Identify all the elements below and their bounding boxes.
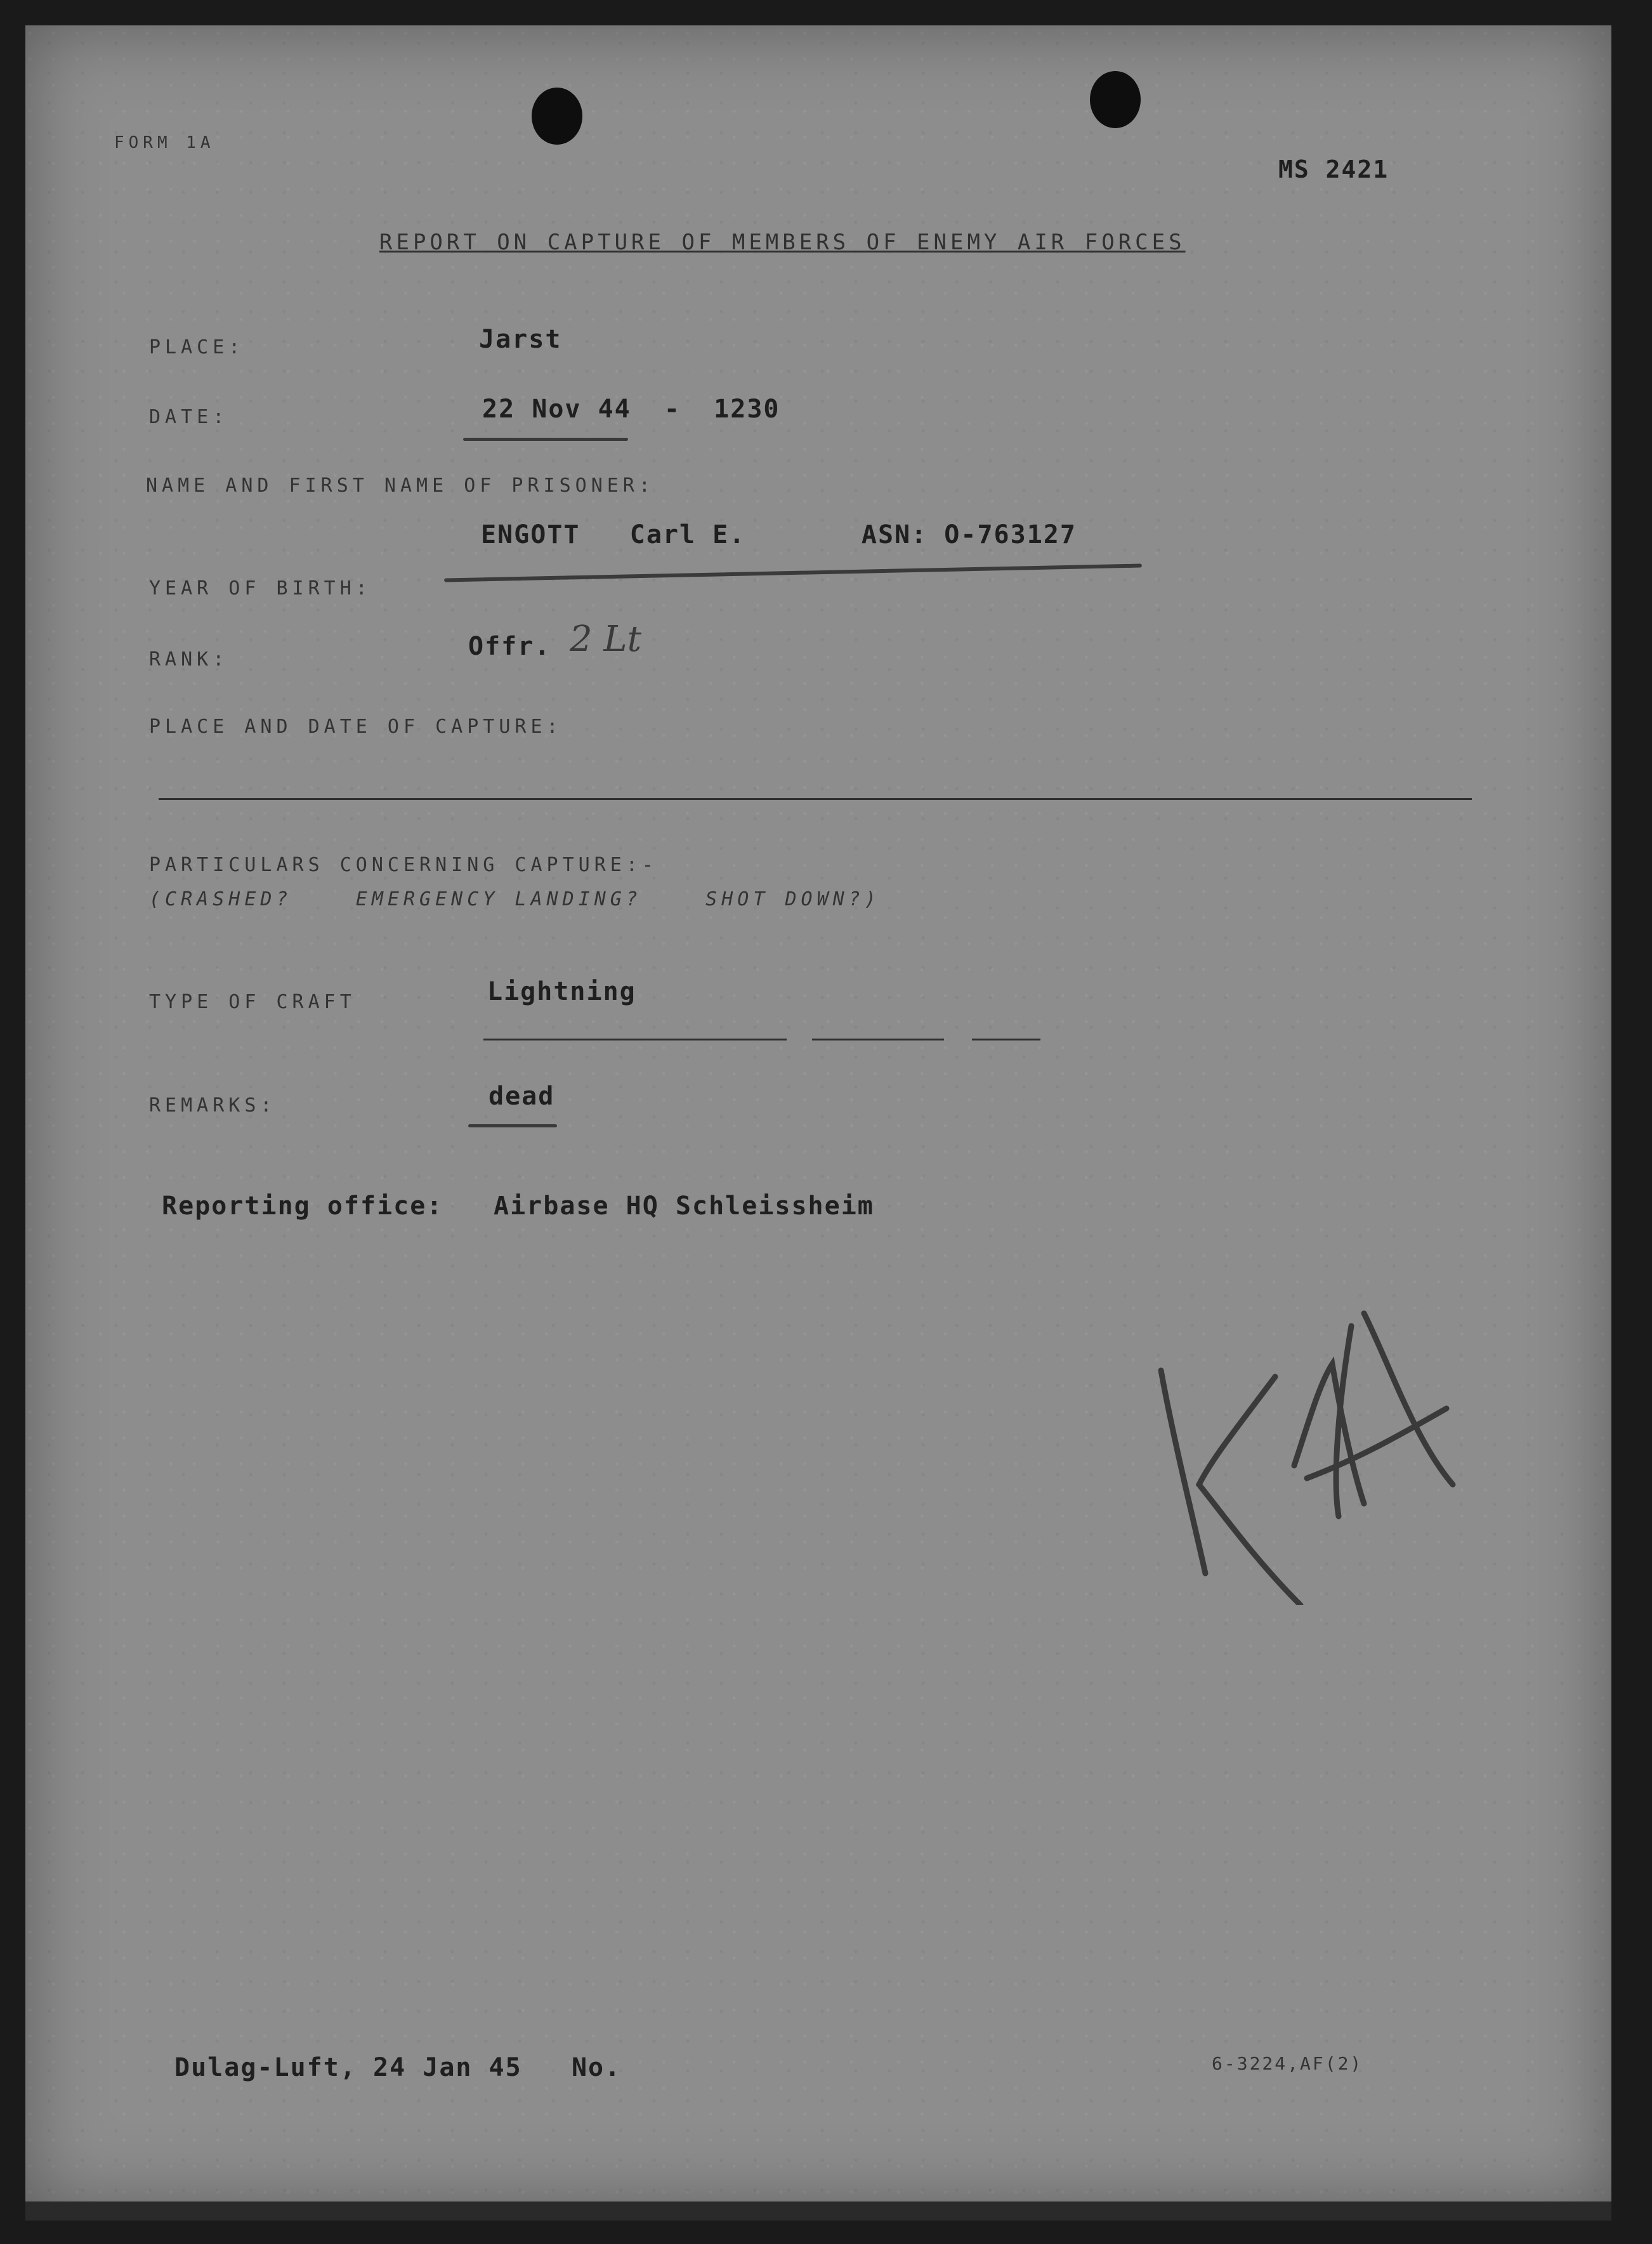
punch-hole-left <box>532 88 582 145</box>
page-title: REPORT ON CAPTURE OF MEMBERS OF ENEMY AIR FORCES <box>379 230 1186 255</box>
remarks-label: REMARKS: <box>149 1094 277 1117</box>
craft-type-value: Lightning <box>487 977 636 1006</box>
place-value: Jarst <box>479 325 562 354</box>
reporting-office-value: Airbase HQ Schleissheim <box>494 1191 874 1221</box>
particulars-label: PARTICULARS CONCERNING CAPTURE:- <box>149 854 658 876</box>
reporting-office-label: Reporting office: <box>162 1191 443 1221</box>
form-number: FORM 1A <box>114 133 215 152</box>
paper-sheet <box>25 25 1611 2208</box>
dulag-luft-footer: Dulag-Luft, 24 Jan 45 No. <box>174 2053 622 2082</box>
prisoner-name-value: ENGOTT Carl E. ASN: O-763127 <box>481 520 1077 549</box>
particulars-options: (CRASHED? EMERGENCY LANDING? SHOT DOWN?) <box>149 888 881 910</box>
date-value: 22 Nov 44 - 1230 <box>482 395 780 424</box>
remarks-underline <box>468 1124 557 1127</box>
prisoner-name-label: NAME AND FIRST NAME OF PRISONER: <box>146 475 655 497</box>
date-label: DATE: <box>149 406 229 428</box>
rank-handwritten-note: 2 Lt <box>570 619 642 660</box>
capture-divider-line <box>159 798 1472 800</box>
punch-hole-right <box>1090 71 1141 128</box>
craft-blank-line-1 <box>483 1039 787 1040</box>
remarks-value: dead <box>488 1082 555 1111</box>
craft-type-label: TYPE OF CRAFT <box>149 991 356 1013</box>
craft-blank-line-2 <box>812 1039 944 1040</box>
rank-label: RANK: <box>149 648 229 671</box>
paper-edge <box>25 2201 1611 2221</box>
capture-place-date-label: PLACE AND DATE OF CAPTURE: <box>149 716 563 738</box>
reference-code: 6-3224,AF(2) <box>1212 2053 1363 2074</box>
record-number: MS 2421 <box>1278 155 1389 183</box>
kia-handwritten-mark <box>1148 1275 1478 1605</box>
rank-value: Offr. <box>468 632 551 661</box>
birth-year-label: YEAR OF BIRTH: <box>149 577 372 600</box>
craft-blank-line-3 <box>972 1039 1040 1040</box>
date-underline <box>463 438 628 441</box>
place-label: PLACE: <box>149 336 245 358</box>
